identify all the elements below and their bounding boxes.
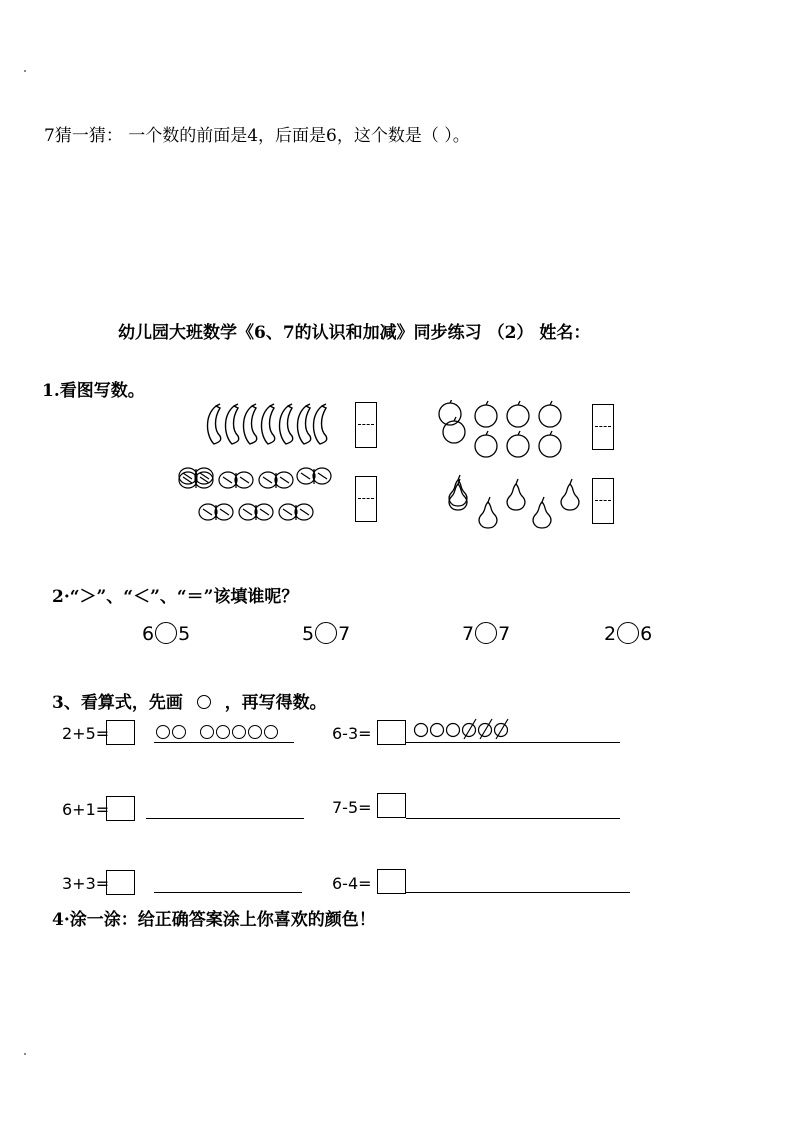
corner-mark xyxy=(24,70,26,72)
compare-left: 6 xyxy=(142,623,155,645)
answer-line[interactable] xyxy=(154,742,294,743)
compare-item xyxy=(604,622,652,645)
answer-line[interactable] xyxy=(146,818,304,819)
compare-item xyxy=(142,622,190,645)
compare-left: 7 xyxy=(462,623,475,645)
compare-right: 7 xyxy=(498,623,511,645)
answer-box[interactable] xyxy=(106,796,135,821)
compare-circle[interactable] xyxy=(155,622,177,644)
q2-label: 2·“＞”、“＜”、“＝”该填谁呢？ xyxy=(52,587,299,607)
compare-right: 7 xyxy=(338,623,351,645)
count-box-pears[interactable] xyxy=(592,478,614,524)
q3-label-pre: 3、看算式，先画 xyxy=(52,693,183,713)
equation: 7-5= xyxy=(332,798,372,817)
count-box-butterflies[interactable] xyxy=(355,476,377,522)
compare-circle[interactable] xyxy=(315,622,337,644)
q1-label: 1.看图写数。 xyxy=(42,381,145,401)
apple-group-icon xyxy=(438,400,568,460)
equation: 6+1= xyxy=(62,800,110,819)
page-title: 幼儿园大班数学《6、7的认识和加减》同步练习 （2） 姓名： xyxy=(118,323,591,343)
butterfly-group-icon xyxy=(178,464,338,534)
compare-right: 5 xyxy=(178,623,191,645)
compare-item xyxy=(302,622,350,645)
compare-left: 5 xyxy=(302,623,315,645)
answer-line[interactable] xyxy=(154,892,302,893)
circle-icon xyxy=(197,695,211,709)
answer-line[interactable] xyxy=(406,892,630,893)
drawn-circles xyxy=(156,724,280,743)
equation: 2+5= xyxy=(62,724,110,743)
drawn-circles-crossed xyxy=(412,716,518,742)
banana-group-icon xyxy=(202,402,328,446)
equation: 6-4= xyxy=(332,874,372,893)
answer-line[interactable] xyxy=(406,742,620,743)
pear-group-icon xyxy=(446,474,586,536)
corner-mark xyxy=(24,1053,26,1055)
compare-item xyxy=(462,622,510,645)
q3-label-post: ，再写得数。 xyxy=(224,693,327,713)
compare-circle[interactable] xyxy=(475,622,497,644)
answer-box[interactable] xyxy=(377,793,406,818)
compare-circle[interactable] xyxy=(617,622,639,644)
compare-right: 6 xyxy=(640,623,653,645)
equation: 3+3= xyxy=(62,874,110,893)
q4-label: 4·涂一涂：给正确答案涂上你喜欢的颜色！ xyxy=(52,910,376,930)
equation: 6-3= xyxy=(332,724,372,743)
answer-box[interactable] xyxy=(377,869,406,894)
answer-box[interactable] xyxy=(106,720,135,745)
count-box-apples[interactable] xyxy=(592,404,614,450)
q3-label xyxy=(52,688,327,713)
answer-box[interactable] xyxy=(377,720,406,745)
answer-line[interactable] xyxy=(406,818,620,819)
guess-question: 7猜一猜： 一个数的前面是4，后面是6，这个数是（ ）。 xyxy=(44,126,470,146)
compare-left: 2 xyxy=(604,623,617,645)
count-box-bananas[interactable] xyxy=(355,402,377,448)
answer-box[interactable] xyxy=(106,870,135,895)
